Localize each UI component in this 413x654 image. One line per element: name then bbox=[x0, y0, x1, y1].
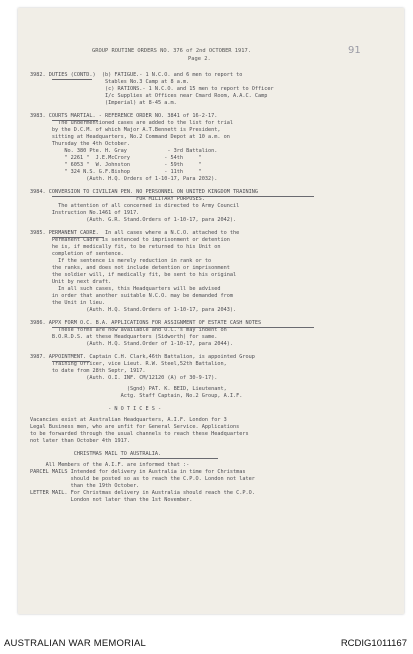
document-line: Stables No.3 Camp at 8 a.m. bbox=[30, 79, 190, 85]
document-line: not later than October 4th 1917. bbox=[30, 438, 130, 444]
page-number: Page 2. bbox=[188, 56, 211, 62]
document-line: B.O.R.D.S. at these Headquarters (Sidworth) for same. bbox=[30, 334, 218, 340]
document-line: (Auth. O.I. INF. CM/12120 (A) of 30-9-17). bbox=[30, 375, 218, 381]
document-line: the ranks, and does not include detention or imprisonment bbox=[30, 265, 230, 271]
document-line: Instruction No.1461 of 1917. bbox=[30, 210, 140, 216]
document-line: These forms are now available and O.C.'s may indent on bbox=[30, 327, 227, 333]
document-line: by the D.C.M. of which Major A.T.Bennett is President, bbox=[30, 127, 221, 133]
document-line: Actg. Staff Captain, No.2 Group, A.I.F. bbox=[30, 393, 243, 399]
document-line: sitting at Headquarters, No.2 Command Depot at 10 a.m. on bbox=[30, 134, 230, 140]
document-line: to date from 28th Septr, 1917. bbox=[30, 368, 146, 374]
document-line: (Imperial) at 8-45 a.m. bbox=[30, 100, 177, 106]
document-line: (Sgnd) PAT. K. BEID, Lieutenant, bbox=[30, 386, 227, 392]
document-line: All Members of the A.I.F. are informed that :- bbox=[30, 462, 190, 468]
document-line: The undermentioned cases are added to the list for trial bbox=[30, 120, 234, 126]
document-line: in order that another suitable N.C.O. may be demanded from bbox=[30, 293, 234, 299]
document-line: (c) RATIONS.- 1 N.C.O. and 15 men to report to Officer bbox=[30, 86, 274, 92]
document-line: than the 19th October. bbox=[30, 483, 140, 489]
heading-underline bbox=[52, 237, 104, 238]
heading-underline bbox=[52, 327, 314, 328]
document-line: CHRISTMAS MAIL TO AUSTRALIA. bbox=[30, 451, 162, 457]
pencil-annotation: 91 bbox=[348, 45, 361, 56]
document-line: The attention of all concerned is directed to Army Council bbox=[30, 203, 240, 209]
document-line: - N O T I C E S - bbox=[30, 406, 162, 412]
document-line: should be posted so as to reach the C.P.O. London not later bbox=[30, 476, 255, 482]
document-line: 3984. CONVERSION TO CIVILIAN PEN. NO PERSONNEL ON UNITED KINGDOM TRAINING bbox=[30, 189, 258, 195]
heading-underline bbox=[52, 79, 92, 80]
document-line: (Auth. H.Q. Stand.Orders of 1-10-17, para 2043). bbox=[30, 307, 237, 313]
document-line: the Unit in lieu. bbox=[30, 300, 105, 306]
document-line: I/c Supplies at Offices near Cmard Room, A.A.C. Camp bbox=[30, 93, 268, 99]
heading-underline bbox=[120, 458, 218, 459]
document-line: " 2261 " J.E.McCrory - 54th " bbox=[30, 155, 202, 161]
document-line: 3983. COURTS MARTIAL. - REFERENCE ORDER NO. 3841 of 16-2-17. bbox=[30, 113, 218, 119]
document-line: to be forwarded through the usual channels to reach these Headquarters bbox=[30, 431, 249, 437]
document-line: If the sentence is merely reduction in rank or to bbox=[30, 258, 212, 264]
document-line: (Auth. H.Q. Stand.Order of 1-10-17, para 2044). bbox=[30, 341, 234, 347]
document-line: 3986. APPX FORM O.C. B.A. APPLICATIONS FOR ASSIGNMENT OF ESTATE CASH NOTES bbox=[30, 320, 262, 326]
document-line: 3987. APPOINTMENT. Captain C.H. Clark,46th Battalion, is appointed Group bbox=[30, 354, 255, 360]
document-line: 3982. DUTIES (CONTD.) (b) FATIGUE.- 1 N.C.O. and 6 men to report to bbox=[30, 72, 243, 78]
document-line: he is, if medically fit, to be returned to his Unit on bbox=[30, 244, 221, 250]
document-line: Thursday the 4th October. bbox=[30, 141, 130, 147]
document-line: In all such cases, this Headquarters will be advised bbox=[30, 286, 221, 292]
document-header: GROUP ROUTINE ORDERS NO. 376 of 2nd OCTOBER 1917. bbox=[92, 48, 252, 54]
document-line: LETTER MAIL. For Christmas delivery in Australia should reach the C.P.O. bbox=[30, 490, 255, 496]
document-line: completion of sentence. bbox=[30, 251, 124, 257]
document-line: (Auth. G.R. Stand.Orders of 1-10-17, para 2042). bbox=[30, 217, 237, 223]
document-line: PARCEL MAILS Intended for delivery in Australia in time for Christmas bbox=[30, 469, 246, 475]
footer-reference-id: RCDIG1011167 bbox=[340, 638, 407, 649]
document-line: " 6053 " W. Johnston - 59th " bbox=[30, 162, 202, 168]
document-line: Training Officer, vice Lieut. R.W. Steel,52th Battalion, bbox=[30, 361, 227, 367]
document-line: Unit by next draft. bbox=[30, 279, 112, 285]
document-line: FOR MILITARY PURPOSES. bbox=[30, 196, 205, 202]
document-line: Vacancies exist at Australian Headquarters, A.I.F. London for 3 bbox=[30, 417, 227, 423]
document-line: the soldier will, if medically fit, be sent to his original bbox=[30, 272, 237, 278]
document-line: (Auth. H.Q. Orders of 1-10-17, Para 2032). bbox=[30, 176, 218, 182]
heading-underline bbox=[52, 120, 98, 121]
document-line: " 324 N.S. G.F.Bishop - 11th " bbox=[30, 169, 202, 175]
document-line: Legal Business men, who are unfit for General Service. Applications bbox=[30, 424, 240, 430]
footer-institution: AUSTRALIAN WAR MEMORIAL bbox=[4, 638, 147, 649]
document-line: 3985. PERMANENT CADRE. In all cases where a N.C.O. attached to the bbox=[30, 230, 240, 236]
heading-underline bbox=[52, 196, 314, 197]
document-line: No. 380 Pte. H. Gray - 3rd Battalion. bbox=[30, 148, 218, 154]
heading-underline bbox=[52, 361, 90, 362]
document-line: London not later than the 1st November. bbox=[30, 497, 193, 503]
document-line: Permanent Cadre is sentenced to imprisonment or detention bbox=[30, 237, 230, 243]
